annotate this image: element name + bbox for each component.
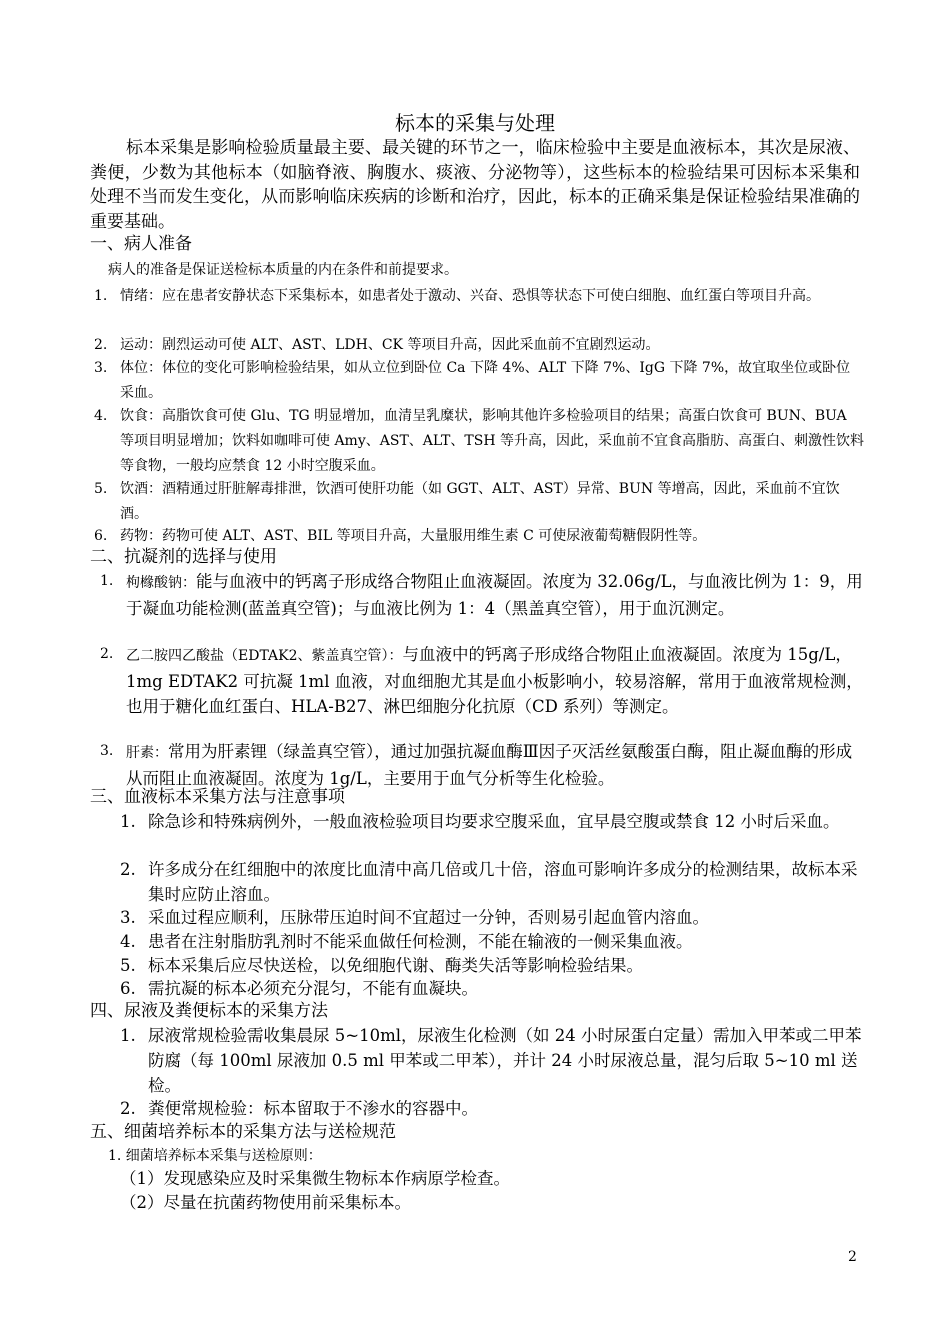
list-item bbox=[94, 404, 864, 479]
item-text: 采血过程应顺利，压脉带压迫时间不宜超过一分钟，否则易引起血管内溶血。 bbox=[148, 908, 709, 927]
list-item bbox=[120, 905, 862, 930]
item-text: 需抗凝的标本必须充分混匀，不能有血凝块。 bbox=[148, 979, 478, 998]
section-1-lead: 病人的准备是保证送检标本质量的内在条件和前提要求。 bbox=[108, 262, 458, 278]
list-item bbox=[100, 642, 864, 719]
list-item bbox=[120, 1023, 862, 1098]
list-item bbox=[120, 953, 862, 978]
list-item bbox=[100, 739, 864, 791]
item-number: 4. bbox=[94, 408, 108, 424]
section-heading-2: 二、抗凝剂的选择与使用 bbox=[90, 547, 277, 567]
section-5-subheading: 1. 细菌培养标本采集与送检原则： bbox=[108, 1148, 322, 1164]
item-text: 除急诊和特殊病例外，一般血液检验项目均要求空腹采血，宜早晨空腹或禁食 12 小时后采血。 bbox=[148, 812, 840, 831]
intro-paragraph: 标本采集是影响检验质量最主要、最关键的环节之一，临床检验中主要是血液标本，其次是尿液、粪便，少数为其他标本（如脑脊液、胸腹水、痰液、分泌物等），这些标本的检验结果可因标本采集和处理不当而发生变化，从而影响临床疾病的诊断和治疗，因此，标本的正确采集是保证检验结果准确的重要基础。 bbox=[90, 138, 860, 232]
item-label: 枸橼酸钠： bbox=[126, 575, 196, 591]
document-title: 标本的采集与处理 bbox=[395, 111, 555, 135]
item-number: 3. bbox=[100, 743, 114, 759]
list-item bbox=[94, 284, 864, 309]
item-label: 乙二胺四乙酸盐（EDTAK2、紫盖真空管）： bbox=[126, 648, 403, 664]
list-item bbox=[120, 1096, 862, 1121]
list-item bbox=[120, 929, 862, 954]
item-text: 情绪：应在患者安静状态下采集标本，如患者处于激动、兴奋、恐惧等状态下可使白细胞、血红蛋白等项目升高。 bbox=[120, 288, 820, 304]
item-text: 标本采集后应尽快送检，以免细胞代谢、酶类失活等影响检验结果。 bbox=[148, 956, 643, 975]
list-item: （2）尽量在抗菌药物使用前采集标本。 bbox=[120, 1193, 411, 1212]
item-number: 3. bbox=[120, 908, 136, 927]
item-number: 4. bbox=[120, 932, 136, 951]
item-number: 1. bbox=[100, 573, 114, 589]
list-item bbox=[120, 976, 862, 1001]
list-item bbox=[94, 477, 864, 527]
item-number: 5. bbox=[120, 956, 136, 975]
section-heading-1: 一、病人准备 bbox=[90, 234, 192, 254]
list-item bbox=[94, 333, 864, 358]
list-item bbox=[120, 857, 862, 907]
item-text: 与血液中的钙离子形成络合物阻止血液凝固。浓度为 15g/L，1mg EDTAK2 可抗凝 1ml 血液，对血细胞尤其是血小板影响小，较易溶解，常用于血液常规检测，也用于糖化血红蛋白、HLA-B27、淋巴细胞分化抗原（CD 系列）等测定。 bbox=[126, 645, 863, 716]
item-text: 饮食：高脂饮食可使 Glu、TG 明显增加，血清呈乳糜状，影响其他许多检验项目的结果；高蛋白饮食可 BUN、BUA 等项目明显增加；饮料如咖啡可使 Amy、AST、ALT、TSH 等升高，因此，采血前不宜食高脂肪、高蛋白、刺激性饮料等食物，一般均应禁食 12 小时空腹采血。 bbox=[120, 408, 864, 474]
section-heading-4: 四、尿液及粪便标本的采集方法 bbox=[90, 1001, 328, 1021]
item-number: 2. bbox=[94, 337, 108, 353]
item-number: 1. bbox=[120, 1026, 136, 1045]
item-number: 2. bbox=[120, 860, 136, 879]
item-text: 能与血液中的钙离子形成络合物阻止血液凝固。浓度为 32.06g/L，与血液比例为 1：9，用于凝血功能检测(蓝盖真空管)；与血液比例为 1：4（黑盖真空管），用于血沉测定。 bbox=[126, 572, 863, 618]
item-number: 2. bbox=[100, 646, 114, 662]
item-text: 尿液常规检验需收集晨尿 5~10ml，尿液生化检测（如 24 小时尿蛋白定量）需加入甲苯或二甲苯防腐（每 100ml 尿液加 0.5 ml 甲苯或二甲苯），并计 24 小时尿液总量，混匀后取 5~10 ml 送检。 bbox=[148, 1026, 862, 1095]
item-text: 运动：剧烈运动可使 ALT、AST、LDH、CK 等项目升高，因此采血前不宜剧烈运动。 bbox=[120, 337, 660, 353]
item-text: 药物：药物可使 ALT、AST、BIL 等项目升高，大量服用维生素 C 可使尿液葡萄糖假阴性等。 bbox=[120, 528, 707, 544]
item-text: 粪便常规检验：标本留取于不渗水的容器中。 bbox=[148, 1099, 478, 1118]
list-item bbox=[100, 569, 864, 621]
section-heading-3: 三、血液标本采集方法与注意事项 bbox=[90, 787, 345, 807]
section-heading-5: 五、细菌培养标本的采集方法与送检规范 bbox=[90, 1122, 396, 1142]
list-item: （1）发现感染应及时采集微生物标本作病原学检查。 bbox=[120, 1169, 510, 1188]
item-text: 患者在注射脂肪乳剂时不能采血做任何检测，不能在输液的一侧采集血液。 bbox=[148, 932, 693, 951]
item-text: 体位：体位的变化可影响检验结果，如从立位到卧位 Ca 下降 4%、ALT 下降 7%、IgG 下降 7%，故宜取坐位或卧位采血。 bbox=[120, 360, 851, 401]
item-text: 常用为肝素锂（绿盖真空管），通过加强抗凝血酶Ⅲ因子灭活丝氨酸蛋白酶，阻止凝血酶的形成从而阻止血液凝固。浓度为 1g/L，主要用于血气分析等生化检验。 bbox=[126, 742, 853, 788]
item-number: 2. bbox=[120, 1099, 136, 1118]
item-number: 6. bbox=[120, 979, 136, 998]
item-number: 6. bbox=[94, 528, 108, 544]
item-number: 3. bbox=[94, 360, 108, 376]
page-number: 2 bbox=[848, 1249, 857, 1265]
item-text: 饮酒：酒精通过肝脏解毒排泄，饮酒可使肝功能（如 GGT、ALT、AST）异常、BUN 等增高，因此，采血前不宜饮酒。 bbox=[120, 481, 840, 522]
item-number: 5. bbox=[94, 481, 108, 497]
item-label: 肝素： bbox=[126, 745, 168, 761]
item-number: 1. bbox=[120, 812, 136, 831]
item-text: 许多成分在红细胞中的浓度比血清中高几倍或几十倍，溶血可影响许多成分的检测结果，故标本采集时应防止溶血。 bbox=[148, 860, 858, 904]
list-item bbox=[94, 356, 864, 406]
list-item bbox=[120, 809, 862, 834]
item-number: 1. bbox=[94, 288, 108, 304]
